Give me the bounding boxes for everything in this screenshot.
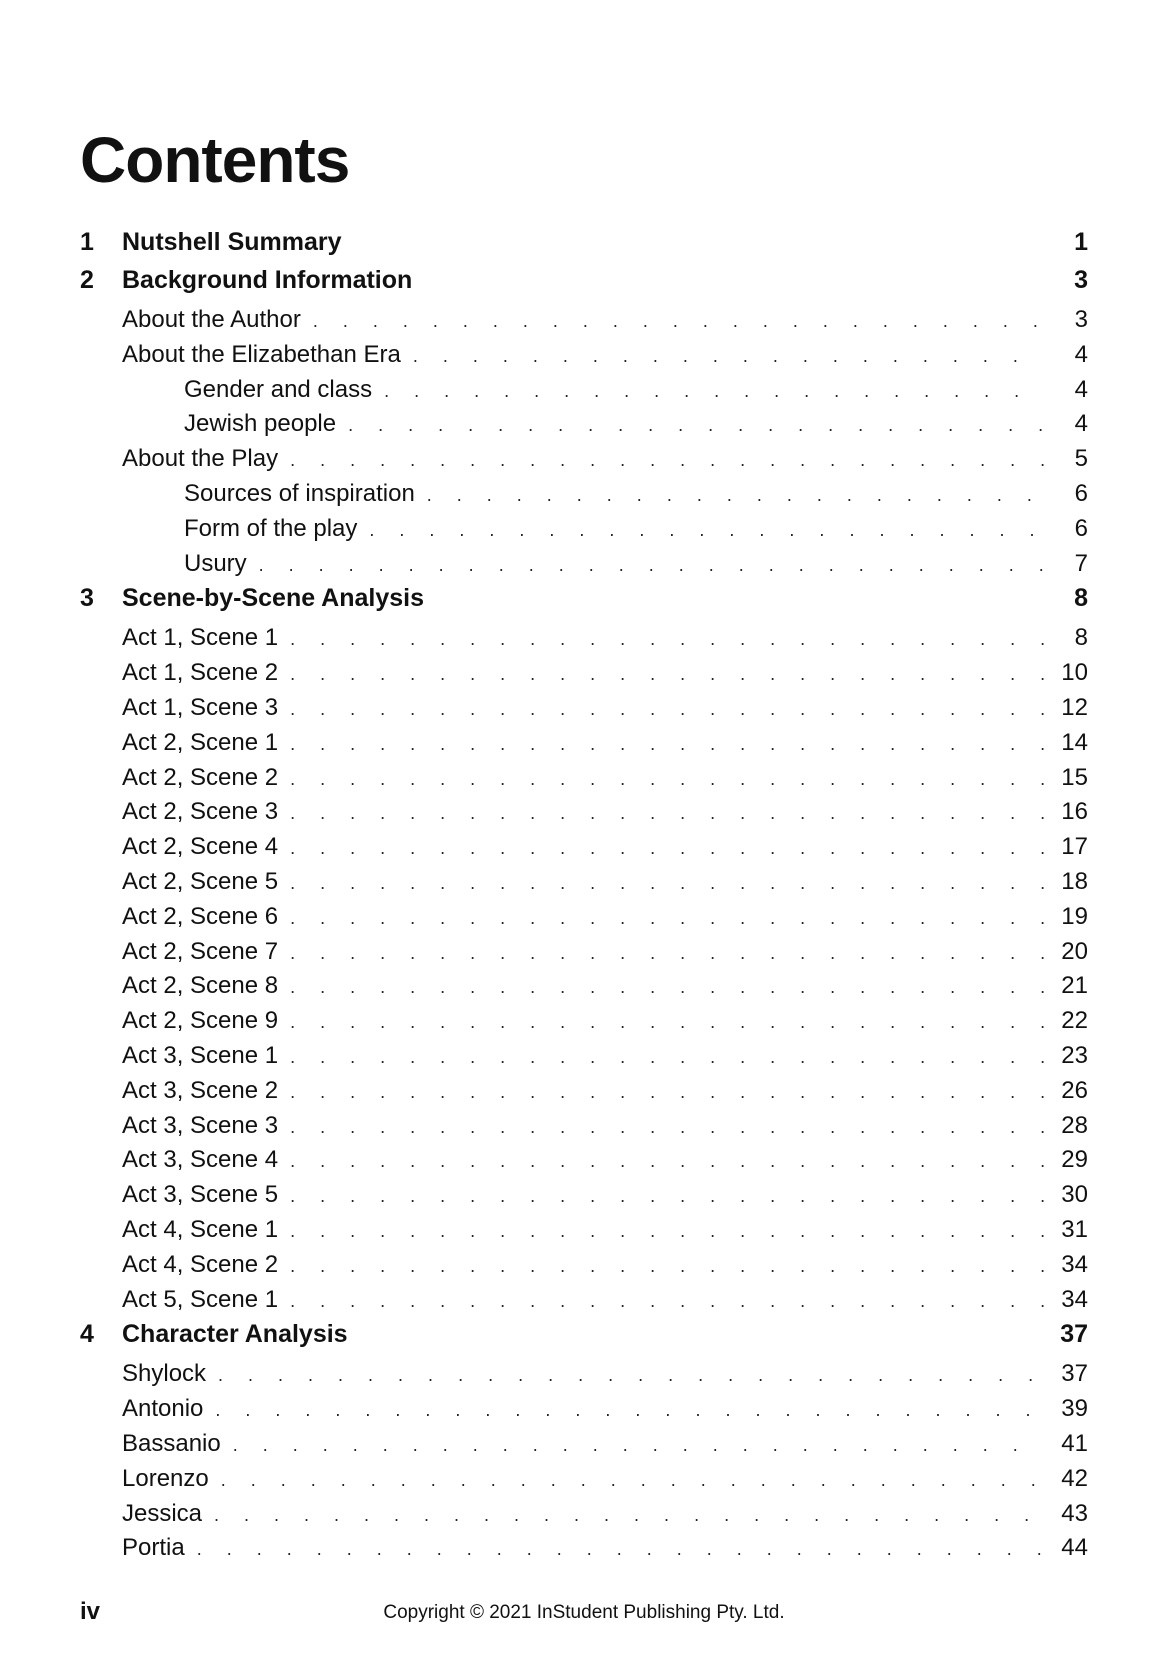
dot-leader <box>290 1047 1044 1068</box>
dot-leader <box>290 1291 1044 1312</box>
entry-title: Gender and class <box>184 375 373 403</box>
entry-page-number: 8 <box>1074 624 1088 652</box>
toc-entry[interactable] <box>80 1534 1088 1569</box>
dot-leader <box>233 1435 1044 1456</box>
dot-leader <box>214 1505 1044 1526</box>
entry-page-number: 30 <box>1061 1181 1088 1209</box>
page-title: Contents <box>80 124 350 196</box>
dot-leader <box>290 1117 1044 1138</box>
entry-title: Act 3, Scene 1 <box>122 1041 279 1069</box>
entry-page-number: 28 <box>1061 1111 1088 1139</box>
entry-title: Act 1, Scene 2 <box>122 659 279 687</box>
dot-leader <box>413 346 1044 367</box>
entry-title: Act 2, Scene 8 <box>122 972 279 1000</box>
toc-entry[interactable] <box>80 1360 1088 1395</box>
entry-title: Act 2, Scene 3 <box>122 798 279 826</box>
entry-title: Act 2, Scene 6 <box>122 902 279 930</box>
toc-entry[interactable] <box>80 1465 1088 1500</box>
toc-entry[interactable] <box>80 868 1088 903</box>
entry-page-number: 39 <box>1061 1395 1088 1423</box>
section-page-number: 37 <box>1060 1320 1088 1349</box>
toc-entry[interactable] <box>80 729 1088 764</box>
entry-title: About the Elizabethan Era <box>122 340 401 368</box>
dot-leader <box>427 485 1044 506</box>
toc-entry[interactable] <box>80 1077 1088 1112</box>
entry-page-number: 20 <box>1061 937 1088 965</box>
toc-entry[interactable] <box>80 1007 1088 1042</box>
entry-page-number: 10 <box>1061 659 1088 687</box>
toc-entry[interactable] <box>80 764 1088 799</box>
entry-page-number: 18 <box>1061 867 1088 895</box>
dot-leader <box>369 520 1044 541</box>
entry-title: Act 1, Scene 3 <box>122 693 279 721</box>
entry-title: Act 3, Scene 4 <box>122 1146 279 1174</box>
toc-entry[interactable] <box>80 694 1088 729</box>
toc-entry[interactable] <box>80 1430 1088 1465</box>
entry-title: About the Author <box>122 306 301 333</box>
toc-entry[interactable] <box>80 1216 1088 1251</box>
entry-page-number: 22 <box>1061 1007 1088 1035</box>
dot-leader <box>290 664 1044 685</box>
page-footer <box>80 1598 1088 1628</box>
entry-page-number: 29 <box>1061 1146 1088 1174</box>
dot-leader <box>290 1082 1044 1103</box>
entry-page-number: 16 <box>1061 798 1088 826</box>
toc-entry[interactable] <box>80 1181 1088 1216</box>
entry-title: Act 1, Scene 1 <box>122 624 279 652</box>
toc-section-heading[interactable] <box>80 228 1088 266</box>
entry-page-number: 17 <box>1061 833 1088 861</box>
section-number: 4 <box>80 1320 94 1349</box>
entry-page-number: 26 <box>1061 1076 1088 1104</box>
toc-entry[interactable] <box>80 1395 1088 1430</box>
entry-page-number: 23 <box>1061 1041 1088 1069</box>
entry-title: Bassanio <box>122 1429 221 1457</box>
section-number: 2 <box>80 266 94 294</box>
toc-entry[interactable] <box>80 1251 1088 1286</box>
toc-entry[interactable] <box>80 410 1088 445</box>
entry-title: Act 2, Scene 1 <box>122 728 279 756</box>
dot-leader <box>290 769 1044 790</box>
dot-leader <box>290 1151 1044 1172</box>
toc-entry[interactable] <box>80 550 1088 585</box>
toc-entry[interactable] <box>80 833 1088 868</box>
entry-page-number: 6 <box>1074 514 1088 542</box>
toc-entry[interactable] <box>80 1286 1088 1321</box>
entry-title: Portia <box>122 1534 185 1562</box>
entry-title: Act 2, Scene 2 <box>122 763 279 791</box>
entry-page-number: 4 <box>1074 375 1088 403</box>
entry-page-number: 42 <box>1061 1464 1088 1492</box>
entry-title: Act 3, Scene 2 <box>122 1076 279 1104</box>
entry-page-number: 5 <box>1074 445 1088 473</box>
dot-leader <box>290 977 1044 998</box>
entry-title: Act 4, Scene 2 <box>122 1250 279 1278</box>
entry-page-number: 3 <box>1074 306 1088 333</box>
toc-entry[interactable] <box>80 903 1088 938</box>
entry-page-number: 15 <box>1061 763 1088 791</box>
toc-entry[interactable] <box>80 515 1088 550</box>
dot-leader <box>313 311 1044 332</box>
entry-title: Act 2, Scene 4 <box>122 833 279 861</box>
page-number: iv <box>80 1598 101 1625</box>
entry-page-number: 34 <box>1061 1285 1088 1313</box>
dot-leader <box>218 1365 1044 1386</box>
section-page-number: 3 <box>1074 266 1088 294</box>
entry-page-number: 4 <box>1074 340 1088 368</box>
copyright-notice: Copyright © 2021 InStudent Publishing Pty. Ltd. <box>383 1602 785 1623</box>
table-of-contents <box>80 228 1088 1569</box>
entry-page-number: 41 <box>1061 1429 1088 1457</box>
toc-entry[interactable] <box>80 938 1088 973</box>
toc-entry[interactable] <box>80 306 1088 341</box>
dot-leader <box>290 699 1044 720</box>
section-number: 1 <box>80 228 94 256</box>
dot-leader <box>259 555 1044 576</box>
dot-leader <box>290 1186 1044 1207</box>
toc-entry[interactable] <box>80 341 1088 376</box>
entry-title: Shylock <box>122 1360 207 1388</box>
dot-leader <box>290 1012 1044 1033</box>
entry-page-number: 4 <box>1074 410 1088 438</box>
toc-section-heading[interactable] <box>80 1320 1088 1360</box>
toc-entry[interactable] <box>80 376 1088 411</box>
toc-entry[interactable] <box>80 798 1088 833</box>
entry-title: Usury <box>184 549 247 577</box>
toc-entry[interactable] <box>80 972 1088 1007</box>
entry-page-number: 12 <box>1061 693 1088 721</box>
toc-entry[interactable] <box>80 480 1088 515</box>
entry-title: Antonio <box>122 1395 204 1423</box>
toc-entry[interactable] <box>80 1112 1088 1147</box>
dot-leader <box>290 734 1044 755</box>
entry-page-number: 31 <box>1061 1215 1088 1243</box>
dot-leader <box>290 1221 1044 1242</box>
toc-entry[interactable] <box>80 1500 1088 1535</box>
entry-title: About the Play <box>122 445 279 473</box>
section-number: 3 <box>80 584 94 613</box>
entry-page-number: 14 <box>1061 728 1088 756</box>
entry-title: Act 3, Scene 5 <box>122 1181 279 1209</box>
entry-title: Act 2, Scene 5 <box>122 867 279 895</box>
entry-page-number: 19 <box>1061 902 1088 930</box>
toc-entry[interactable] <box>80 659 1088 694</box>
section-title: Nutshell Summary <box>122 228 342 256</box>
section-title: Character Analysis <box>122 1320 348 1349</box>
entry-page-number: 44 <box>1061 1534 1088 1562</box>
section-title: Background Information <box>122 266 413 294</box>
entry-page-number: 6 <box>1074 479 1088 507</box>
dot-leader <box>348 415 1044 436</box>
entry-title: Jewish people <box>184 410 337 438</box>
entry-title: Jessica <box>122 1499 203 1527</box>
toc-entry[interactable] <box>80 1146 1088 1181</box>
dot-leader <box>384 381 1044 402</box>
toc-section-heading[interactable] <box>80 584 1088 624</box>
dot-leader <box>197 1539 1044 1560</box>
entry-page-number: 34 <box>1061 1250 1088 1278</box>
entry-title: Lorenzo <box>122 1464 209 1492</box>
dot-leader <box>290 873 1044 894</box>
dot-leader <box>290 908 1044 929</box>
entry-page-number: 21 <box>1061 972 1088 1000</box>
entry-title: Form of the play <box>184 514 358 542</box>
dot-leader <box>290 838 1044 859</box>
section-page-number: 8 <box>1074 584 1088 613</box>
entry-page-number: 43 <box>1061 1499 1088 1527</box>
entry-title: Act 2, Scene 7 <box>122 937 279 965</box>
entry-page-number: 7 <box>1074 549 1088 577</box>
section-title: Scene-by-Scene Analysis <box>122 584 424 613</box>
entry-title: Act 3, Scene 3 <box>122 1111 279 1139</box>
section-page-number: 1 <box>1074 228 1088 256</box>
dot-leader <box>215 1400 1044 1421</box>
dot-leader <box>290 1256 1044 1277</box>
dot-leader <box>290 943 1044 964</box>
entry-title: Act 4, Scene 1 <box>122 1215 279 1243</box>
toc-entry[interactable] <box>80 1042 1088 1077</box>
dot-leader <box>290 450 1044 471</box>
toc-entry[interactable] <box>80 624 1088 659</box>
entry-page-number: 37 <box>1061 1360 1088 1388</box>
entry-title: Act 2, Scene 9 <box>122 1007 279 1035</box>
dot-leader <box>221 1470 1044 1491</box>
toc-section-heading[interactable] <box>80 266 1088 306</box>
dot-leader <box>290 803 1044 824</box>
entry-title: Sources of inspiration <box>184 479 415 507</box>
toc-entry[interactable] <box>80 445 1088 480</box>
entry-title: Act 5, Scene 1 <box>122 1285 279 1313</box>
dot-leader <box>290 629 1044 650</box>
